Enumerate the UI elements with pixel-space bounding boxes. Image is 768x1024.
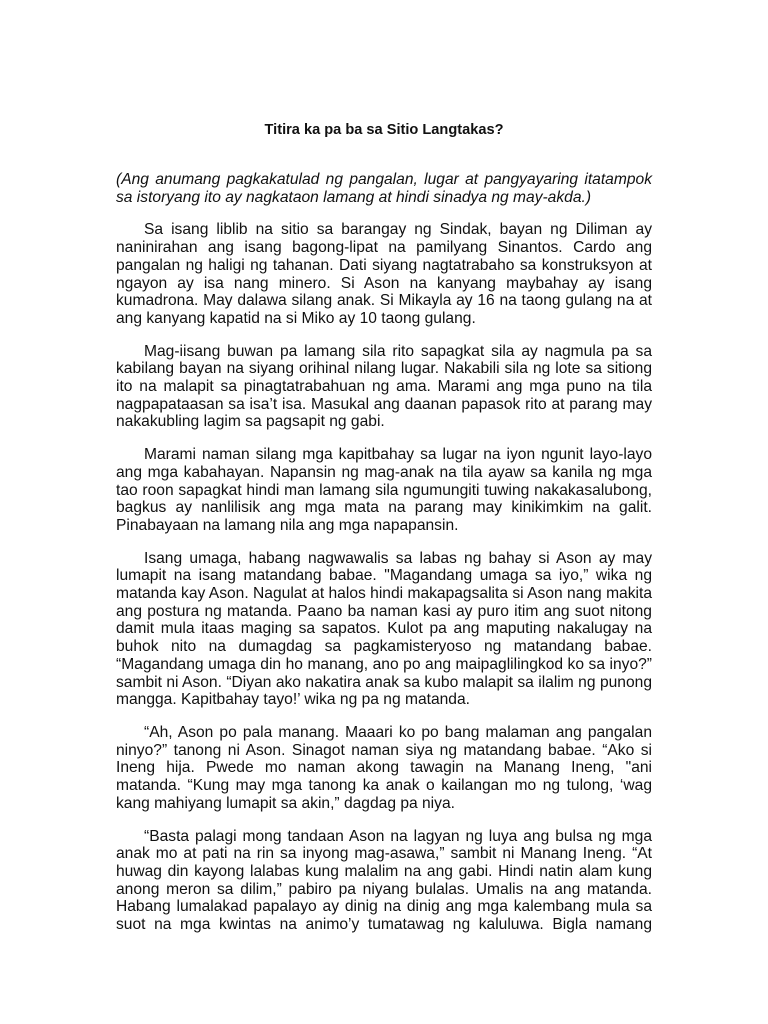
paragraph-3: Marami naman silang mga kapitbahay sa lugar na iyon ngunit layo-layo ang mga kabahayan. Napansin ng mag-anak na tila ayaw sa kanila ng mga tao roon sapagkat hindi man lamang sila ngumungiti tuwing nakakasalubong, bagkus ay nanlilisik ang mga mata na parang may kinikimkim na galit. Pinabayaan na lamang nila ang mga napapansin.	[116, 446, 652, 534]
story-title: Titira ka pa ba sa Sitio Langtakas?	[264, 122, 504, 138]
disclaimer-note: (Ang anumang pagkakatulad ng pangalan, lugar at pangyayaring itatampok sa istoryang ito ay nagkataon lamang at hindi sinadya ng may-akda.)	[116, 171, 652, 206]
paragraph-1: Sa isang liblib na sitio sa barangay ng Sindak, bayan ng Diliman ay naninirahan ang isang bagong-lipat na pamilyang Sinantos. Cardo ang pangalan ng haligi ng tahanan. Dati siyang nagtatrabaho sa konstruksyon at ngayon ay isa nang minero. Si Ason na kanyang maybahay ay isang kumadrona. May dalawa silang anak. Si Mikayla ay 16 na taong gulang na at ang kanyang kapatid na si Miko ay 10 taong gulang.	[116, 221, 652, 327]
paragraph-2: Mag-iisang buwan pa lamang sila rito sapagkat sila ay nagmula pa sa kabilang bayan na siyang orihinal nilang lugar. Nakabili sila ng lote sa sitiong ito na malapit sa pinagtatrabahuan ng ama. Marami ang mga puno na tila nagpapataasan sa isa’t isa. Masukal ang daanan papasok rito at parang may nakakubling lagim sa pagsapit ng gabi.	[116, 342, 652, 431]
paragraph-4: Isang umaga, habang nagwawalis sa labas ng bahay si Ason ay may lumapit na isang matandang babae. "Magandang umaga sa iyo,” wika ng matanda kay Ason. Nagulat at halos hindi makapagsalita si Ason nang makita ang postura ng matanda. Paano ba naman kasi ay puro itim ang suot nitong damit mula itaas maging sa sapatos. Kulot pa ang maputing nakalugay na buhok nito na dumagdag sa pagkamisteryoso ng matandang babae. “Magandang umaga din ho manang, ano po ang maipaglilingkod ko sa inyo?” sambit ni Ason. “Diyan ako nakatira anak sa kubo malapit sa ilalim ng punong mangga. Kapitbahay tayo!’ wika ng pa ng matanda.	[116, 549, 652, 709]
paragraph-5: “Ah, Ason po pala manang. Maaari ko po bang malaman ang pangalan ninyo?” tanong ni Ason. Sinagot naman siya ng matandang babae. “Ako si Ineng hija. Pwede mo naman akong tawagin na Manang Ineng, "ani matanda. “Kung may mga tanong ka anak o kailangan mo ng tulong, ‘wag kang mahiyang lumapit sa akin,” dagdag pa niya.	[116, 723, 652, 812]
paragraph-6: “Basta palagi mong tandaan Ason na lagyan ng luya ang bulsa ng mga anak mo at pati na rin sa inyong mag-asawa,” sambit ni Manang Ineng. “At huwag din kayong lalabas kung malalim na ang gabi. Hindi natin alam kung anong meron sa dilim,” pabiro pa niyang bulalas. Umalis na ang matanda. Habang lumalakad papalayo ay dinig na dinig ang mga kalembang mula sa suot na mga kwintas na animo’y tumatawag ng kaluluwa. Bigla namang	[116, 827, 652, 934]
story-body	[116, 171, 652, 934]
